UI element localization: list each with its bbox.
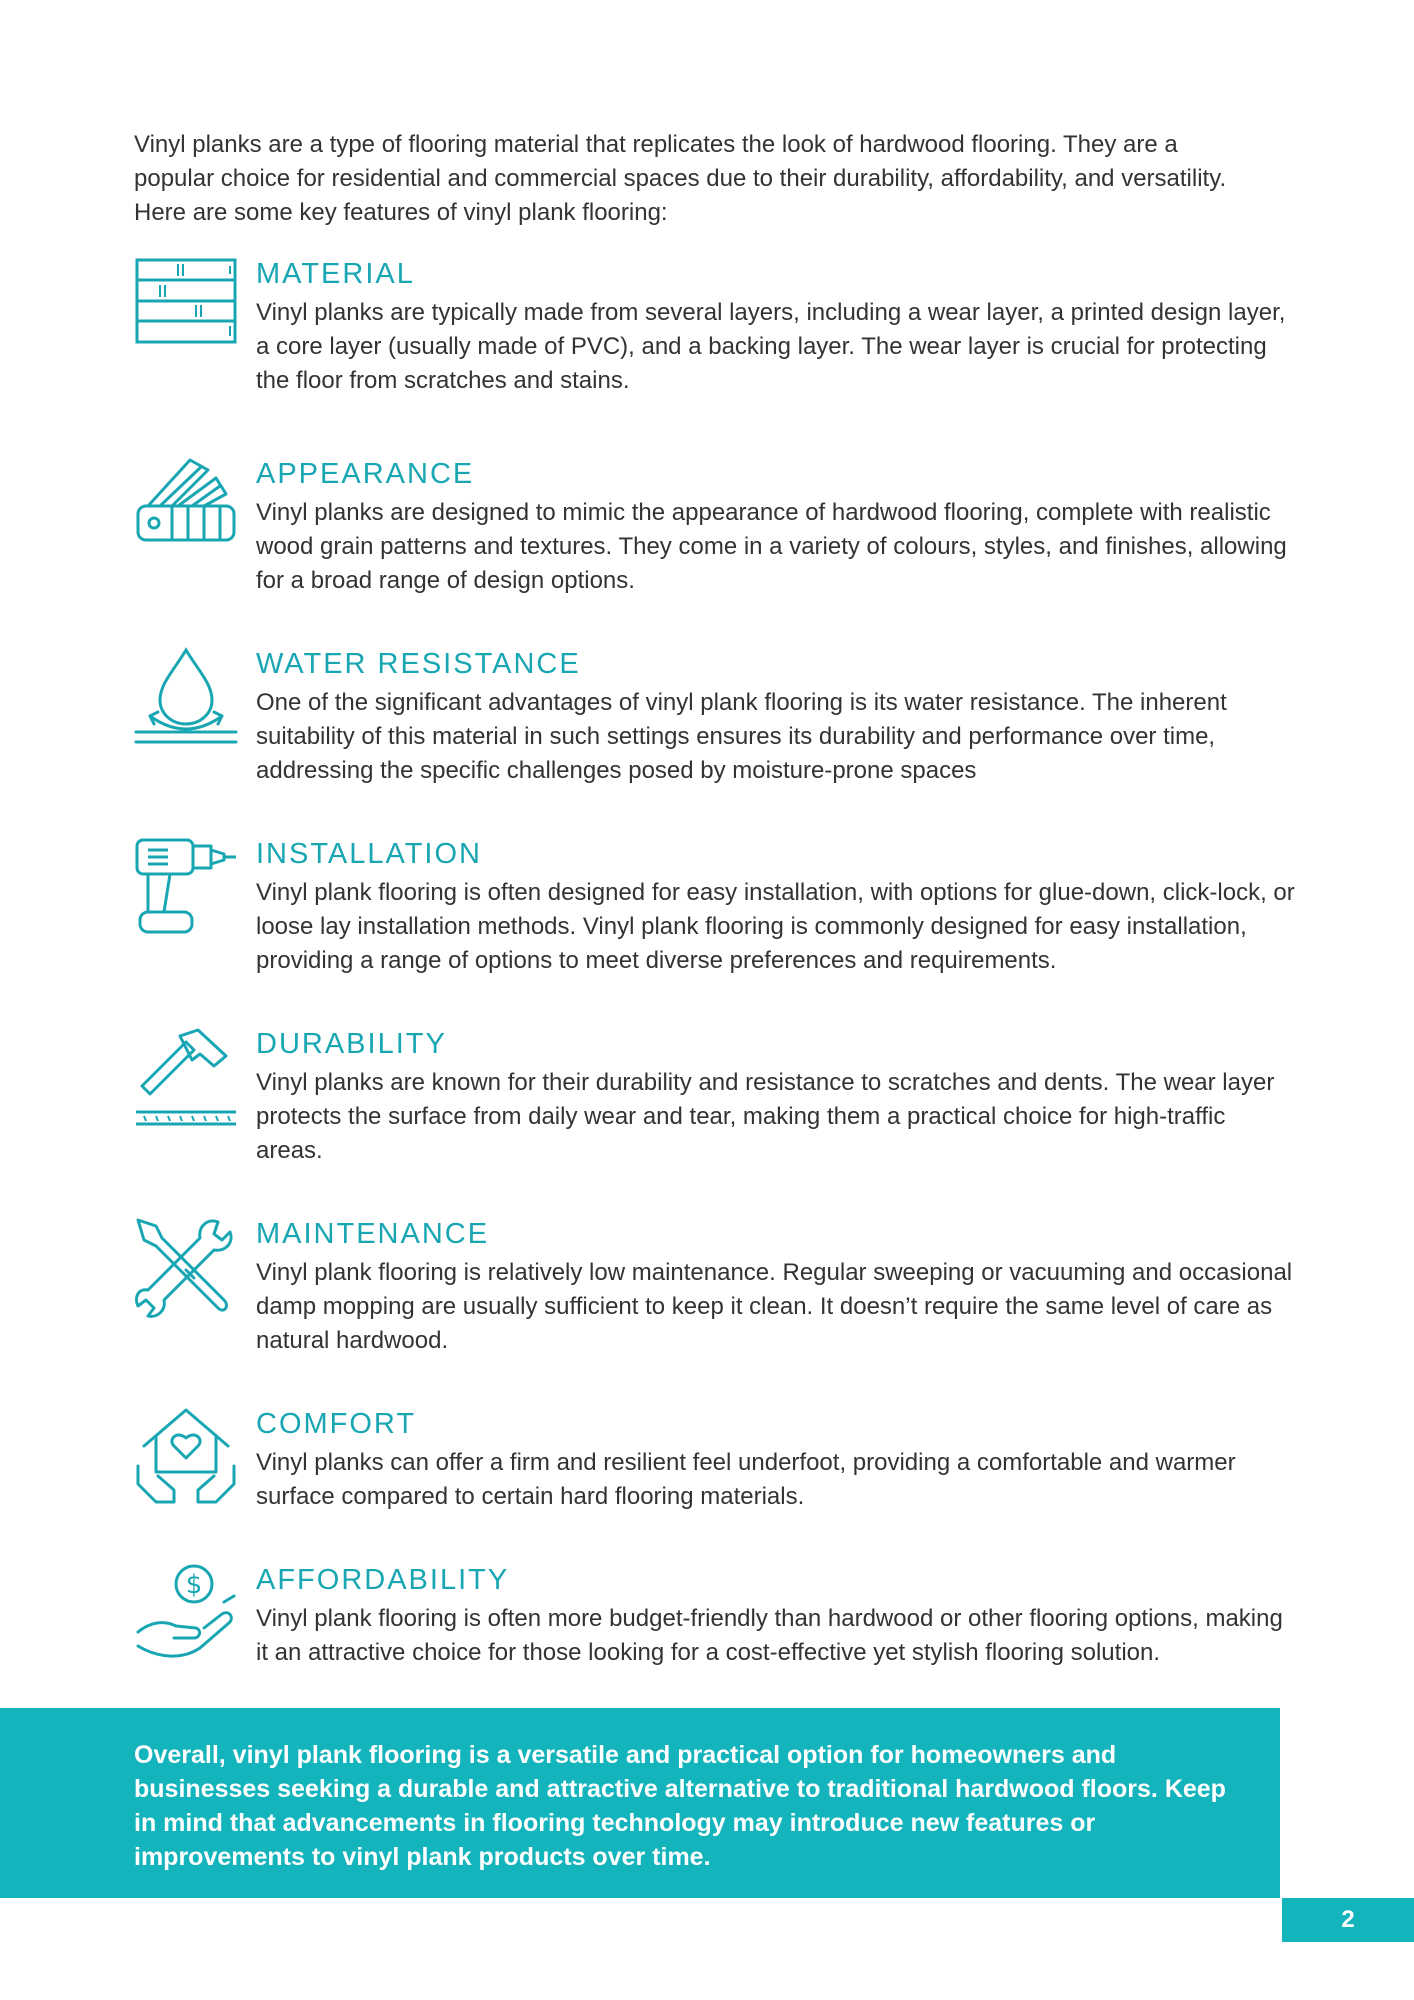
feature-description: Vinyl planks can offer a firm and resilient feel underfoot, providing a comfortable and warmer surface compared to certain hard flooring materials.: [256, 1449, 1236, 1510]
svg-text:$: $: [185, 1570, 203, 1600]
feature-description: Vinyl planks are designed to mimic the appearance of hardwood flooring, complete with realistic wood grain patterns and textures. They come in a variety of colours, styles, and finishes, allowing for a broad range of design options.: [256, 499, 1287, 594]
feature-title: APPEARANCE: [256, 458, 475, 490]
summary-banner: [0, 1708, 1280, 1898]
hammer-icon: [134, 1026, 238, 1130]
feature-title: WATER RESISTANCE: [256, 648, 581, 680]
feature-title: MAINTENANCE: [256, 1218, 490, 1250]
feature-description: Vinyl plank flooring is often more budget-friendly than hardwood or other flooring options, making it an attractive choice for those looking for a cost-effective yet stylish flooring solution.: [256, 1605, 1283, 1666]
feature-description: Vinyl planks are typically made from several layers, including a wear layer, a printed design layer, a core layer (usually made of PVC), and a backing layer. The wear layer is crucial for protecting the floor from scratches and stains.: [256, 299, 1286, 394]
feature-title: INSTALLATION: [256, 838, 482, 870]
home-heart-hands-icon: [134, 1406, 238, 1510]
drill-icon: [134, 836, 238, 940]
summary-text: Overall, vinyl plank flooring is a versatile and practical option for homeowners and businesses seeking a durable and attractive alternative to traditional hardwood floors. Keep in mind that advancements in flooring technology may introduce new features or improvements to vinyl plank products over time.: [134, 1741, 1226, 1871]
money-hand-icon: [134, 1562, 238, 1666]
feature-description: Vinyl plank flooring is relatively low maintenance. Regular sweeping or vacuuming and occasional damp mopping are usually sufficient to keep it clean. It doesn’t require the same level of care as natural hardwood.: [256, 1259, 1293, 1354]
page-number: 2: [1282, 1898, 1414, 1942]
feature-title: MATERIAL: [256, 258, 415, 290]
tools-icon: [134, 1216, 238, 1320]
feature-description: Vinyl planks are known for their durability and resistance to scratches and dents. The wear layer protects the surface from daily wear and tear, making them a practical choice for high-traffic areas.: [256, 1069, 1275, 1164]
feature-title: AFFORDABILITY: [256, 1564, 510, 1596]
feature-title: COMFORT: [256, 1408, 417, 1440]
feature-description: One of the significant advantages of vinyl plank flooring is its water resistance. The inherent suitability of this material in such settings ensures its durability and performance over time, addressing the specific challenges posed by moisture-prone spaces: [256, 689, 1227, 784]
intro-paragraph: Vinyl planks are a type of flooring material that replicates the look of hardwood flooring. They are a popular choice for residential and commercial spaces due to their durability, affordability, and versatility. Here are some key features of vinyl plank flooring:: [134, 131, 1227, 226]
water-drop-icon: [134, 646, 238, 750]
feature-title: DURABILITY: [256, 1028, 447, 1060]
planks-icon: [134, 256, 238, 360]
feature-description: Vinyl plank flooring is often designed for easy installation, with options for glue-down, click-lock, or loose lay installation methods. Vinyl plank flooring is commonly designed for easy installation, providing a range of options to meet diverse preferences and requirements.: [256, 879, 1295, 974]
color-swatch-icon: [134, 456, 238, 560]
